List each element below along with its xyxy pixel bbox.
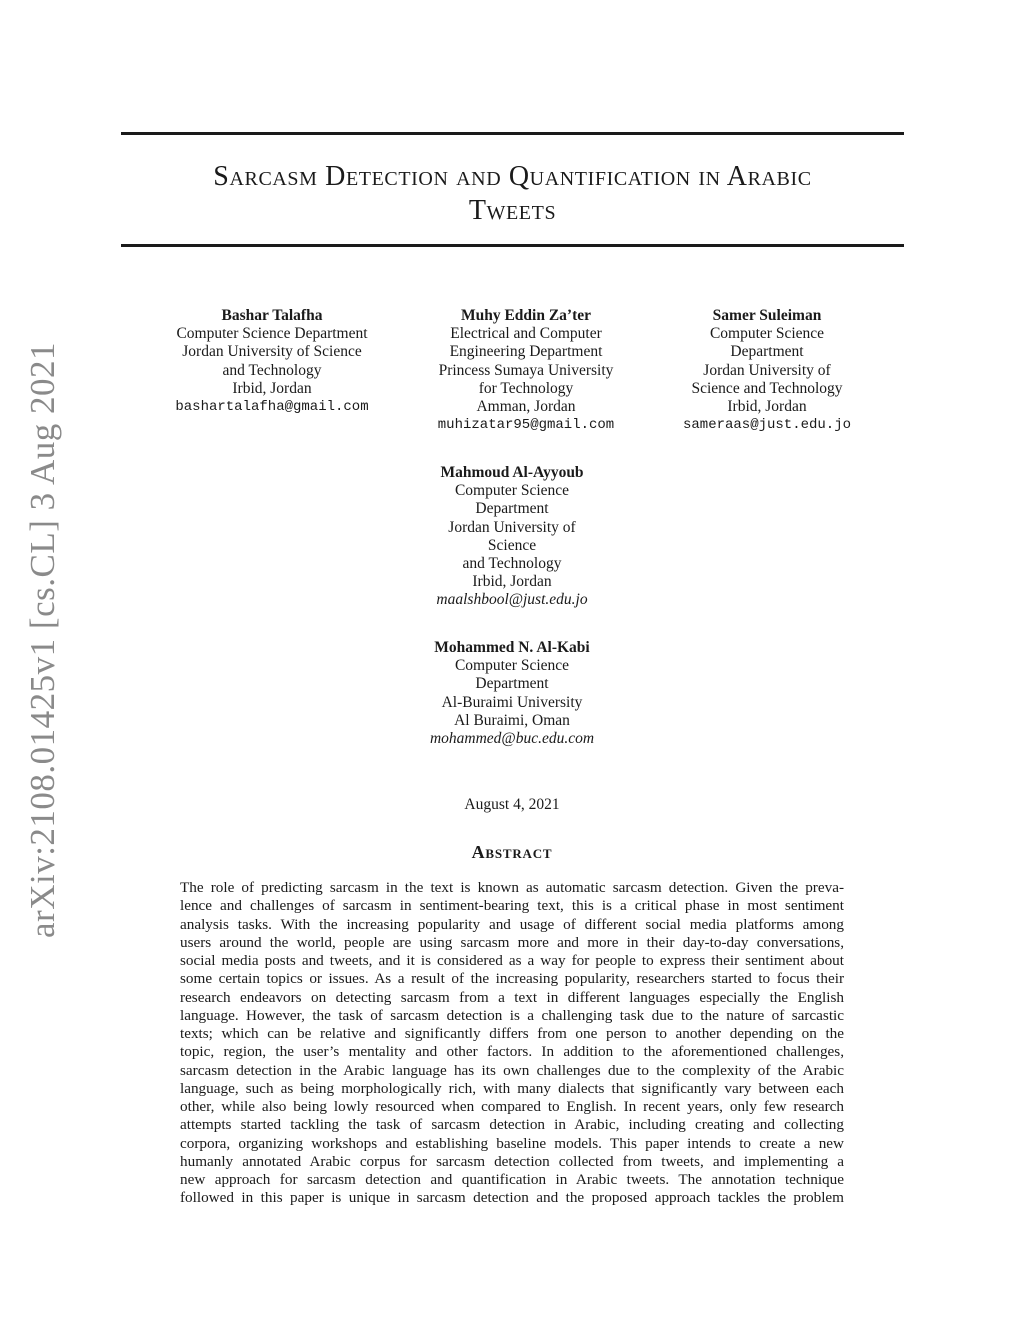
author-affiliation-line: Department <box>730 343 804 361</box>
author-affiliation-line: Computer Science <box>454 482 570 500</box>
author-name: Muhy Eddin Za’ter <box>460 307 592 324</box>
author-affiliation-line: Jordan University of <box>703 361 831 379</box>
author-affiliation-line: Engineering Department <box>449 343 603 361</box>
author-affiliation-line: Princess Sumaya University <box>438 361 614 379</box>
author-affiliation-line: Computer Science <box>454 657 570 675</box>
abstract-body <box>180 879 844 1208</box>
author-name: Mahmoud Al-Ayyoub <box>440 464 584 481</box>
author-affiliation-line: Jordan University of <box>448 518 576 536</box>
author-affiliation-line: Al-Buraimi University <box>441 693 583 711</box>
abstract-line: The role of predicting sarcasm in the text is known as automatic sarcasm detection. Given the preva- <box>180 879 844 896</box>
author-email[interactable]: bashartalafha@gmail.com <box>175 399 369 416</box>
author-block <box>416 307 636 434</box>
abstract-line: texts; which can be relative and significantly differs from one person to another depending on the <box>180 1025 844 1042</box>
abstract-line: corpora, organizing workshops and establishing baseline models. This paper intends to create a new <box>180 1134 844 1152</box>
author-block <box>657 307 877 434</box>
abstract-line: followed in this paper is unique in sarcasm detection and the proposed approach tackles the problem <box>180 1189 844 1207</box>
abstract-line: new approach for sarcasm detection and quantification in Arabic tweets. The annotation technique <box>180 1171 844 1188</box>
author-affiliation-line: Computer Science <box>709 325 825 343</box>
author-block <box>402 464 622 610</box>
abstract-heading: Abstract <box>471 842 553 862</box>
abstract-line: language. However, the task of sarcasm detection is a challenging task due to the nature of sarcastic <box>180 1006 844 1024</box>
author-email[interactable]: mohammed@buc.edu.com <box>429 730 595 748</box>
author-affiliation-line: Irbid, Jordan <box>472 573 552 591</box>
abstract-line: other, while also being lowly resourced when compared to English. In recent years, only few research <box>180 1098 844 1115</box>
abstract-line: language, such as being morphologically rich, with many dialects that significantly vary between each <box>180 1079 844 1097</box>
author-affiliation-line: Computer Science Department <box>176 325 368 343</box>
abstract-line: social media posts and tweets, and it is considered as a way for people to express their sentiment about <box>180 952 844 969</box>
author-block <box>402 639 622 748</box>
arxiv-id: arXiv:2108.01425v1 [cs.CL] 3 Aug 2021 <box>23 342 62 938</box>
author-block <box>162 307 382 416</box>
author-affiliation-line: Department <box>475 500 549 518</box>
author-email[interactable]: muhizatar95@gmail.com <box>437 417 615 434</box>
paper-title-line-1: Sarcasm Detection and Quantification in Arabic <box>213 161 812 192</box>
author-affiliation-line: and Technology <box>462 555 562 573</box>
author-affiliation-line: Irbid, Jordan <box>727 398 807 416</box>
publication-date: August 4, 2021 <box>464 796 560 813</box>
abstract-line: lence and challenges of sarcasm in sentiment-bearing text, this is a critical phase in most sentiment <box>180 897 844 915</box>
author-name: Mohammed N. Al-Kabi <box>434 639 590 656</box>
title-rule-bottom <box>121 244 904 247</box>
author-affiliation-line: Irbid, Jordan <box>232 379 312 397</box>
author-name: Samer Suleiman <box>712 307 822 324</box>
author-affiliation-line: Science and Technology <box>691 379 843 397</box>
abstract-line: humanly annotated Arabic corpus for sarcasm detection collected from tweets, and implementing a <box>180 1152 844 1170</box>
author-affiliation-line: for Technology <box>478 379 574 397</box>
author-affiliation-line: and Technology <box>222 361 322 379</box>
abstract-line: users around the world, people are using sarcasm more and more in their day-to-day conversations, <box>180 933 844 951</box>
author-affiliation-line: Al Buraimi, Oman <box>454 711 570 729</box>
author-email[interactable]: sameraas@just.edu.jo <box>682 417 852 434</box>
author-email[interactable]: maalshbool@just.edu.jo <box>436 591 588 609</box>
title-rule-top <box>121 132 904 135</box>
abstract-line: analysis tasks. With the increasing popularity and usage of different social media platforms among <box>180 915 844 933</box>
abstract-line: research endeavors on detecting sarcasm from a text in different languages especially the English <box>180 988 844 1006</box>
abstract-line: sarcasm detection in the Arabic language has its own challenges due to the complexity of the Arabic <box>180 1061 844 1079</box>
author-affiliation-line: Electrical and Computer <box>450 325 602 343</box>
paper-title-line-2: Tweets <box>468 195 557 226</box>
author-affiliation-line: Amman, Jordan <box>476 398 576 416</box>
abstract-line: attempts started tackling the task of sarcasm detection in Arabic, including creating and collecting <box>180 1116 844 1134</box>
author-name: Bashar Talafha <box>221 307 323 324</box>
author-affiliation-line: Science <box>487 536 537 554</box>
abstract-line: some certain topics or issues. As a result of the increasing popularity, researchers started to focus their <box>180 970 844 988</box>
author-affiliation-line: Department <box>475 675 549 693</box>
abstract-line: topic, region, the user’s mentality and other factors. In addition to the aforementioned challenges, <box>180 1043 844 1061</box>
author-affiliation-line: Jordan University of Science <box>182 343 362 361</box>
